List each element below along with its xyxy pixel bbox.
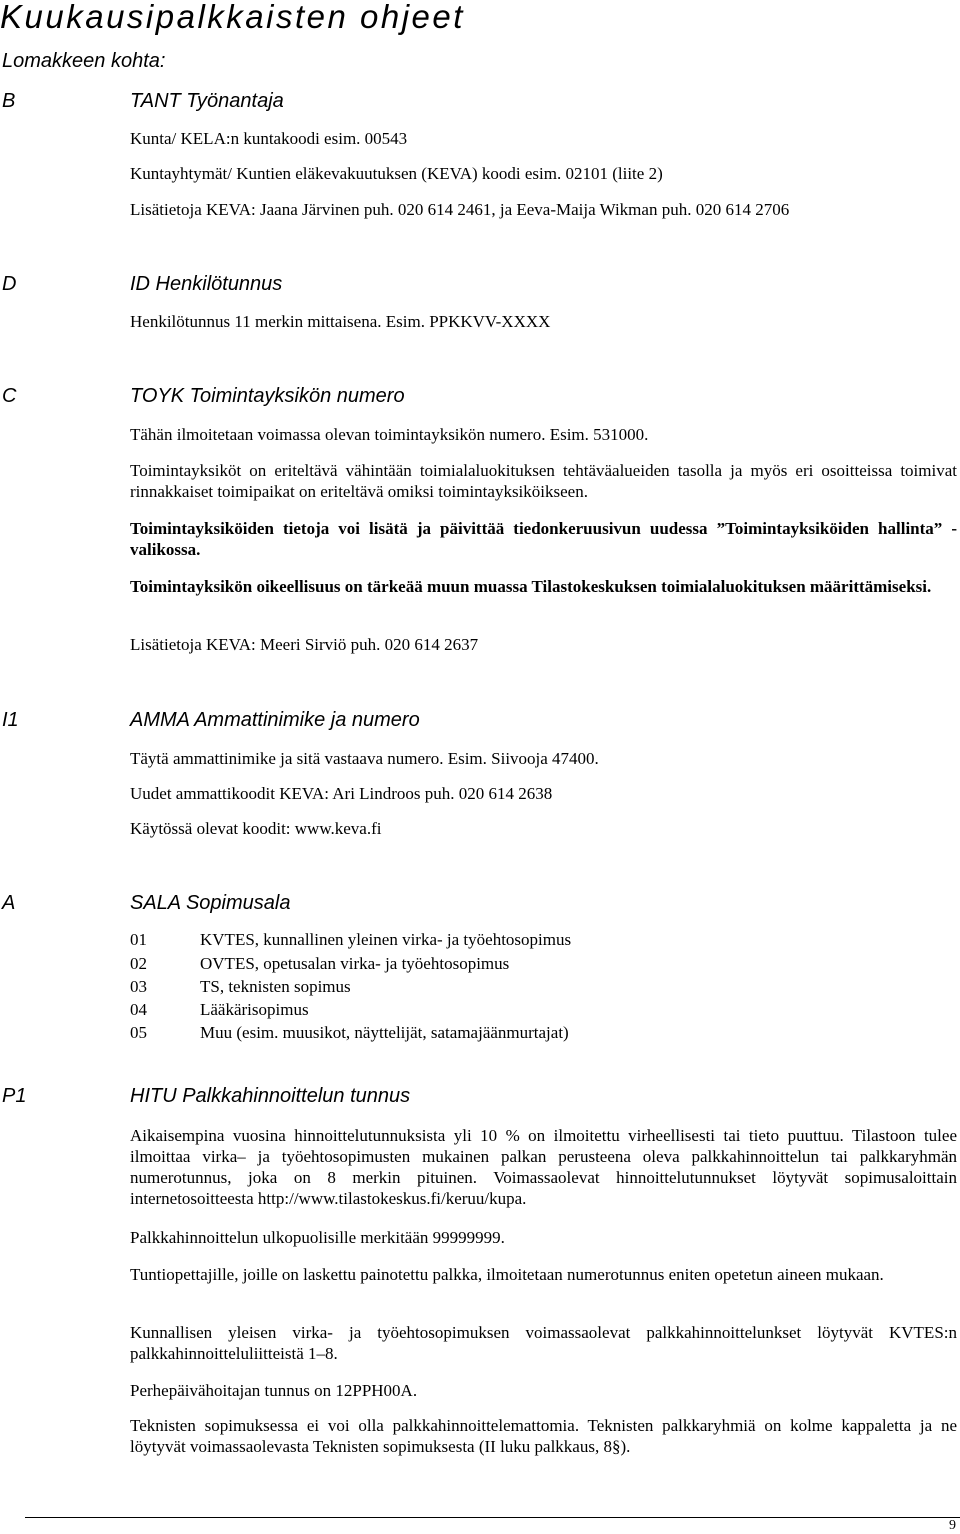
hitu-paragraph-1: Aikaisempina vuosina hinnoittelutunnuksista yli 10 % on ilmoitettu virheellisesti tai tieto puuttuu. Tilastoon tulee ilmoittaa virka– ja työehtosopimusten mukainen palkan perusteena oleva palkkahinnoittelun tai palkkaryhmän numerotunnus, joka on 8 merkin pituinen. Voimassaolevat hinnoittelutunnukset löytyvät sopimusaloittain internetosoitteesta http://www.tilastokeskus.fi/keruu/kupa. — [130, 1126, 957, 1208]
section-letter-a: A — [2, 892, 16, 914]
toyk-paragraph-2: Toimintayksiköiden tietoja voi lisätä ja päivittää tiedonkeruusivun uudessa ”Toimintayksiköiden hallinta” - valikossa. — [130, 519, 957, 559]
section-heading-hitu: HITU Palkkahinnoittelun tunnus — [130, 1085, 411, 1107]
section-heading-amma: AMMA Ammattinimike ja numero — [130, 709, 420, 731]
section-letter-c: C — [2, 385, 17, 407]
page-title: Kuukausipalkkaisten ohjeet — [0, 0, 465, 35]
employer-contact-info: Lisätietoja KEVA: Jaana Järvinen puh. 020 614 2461, ja Eeva-Maija Wikman puh. 020 614 2706 — [130, 200, 790, 219]
hitu-paragraph-4: Kunnallisen yleisen virka- ja työehtosopimuksen voimassaolevat palkkahinnoittelunkset löytyvät KVTES:n palkkahinnoitteluliitteistä 1–8. — [130, 1323, 957, 1363]
employer-kuntayhtyma-code: Kuntayhtymät/ Kuntien eläkevakuutuksen (KEVA) koodi esim. 02101 (liite 2) — [130, 164, 663, 183]
amma-instruction: Täytä ammattinimike ja sitä vastaava numero. Esim. Siivooja 47400. — [130, 749, 599, 768]
sala-code: 02 — [130, 954, 147, 973]
employer-kunta-code: Kunta/ KELA:n kuntakoodi esim. 00543 — [130, 129, 408, 148]
section-letter-b: B — [2, 90, 16, 112]
toyk-paragraph-1: Toimintayksiköt on eriteltävä vähintään toimialaluokituksen tehtäväalueiden tasolla ja myös eri osoitteissa toimivat rinnakkaiset toimipaikat on eriteltävä omiksi toimintayksiköikseen. — [130, 461, 957, 501]
hitu-paragraph-5: Perhepäivähoitajan tunnus on 12PPH00A. — [130, 1381, 418, 1400]
hitu-paragraph-2: Palkkahinnoittelun ulkopuolisille merkitään 99999999. — [130, 1228, 505, 1247]
section-letter-p1: P1 — [2, 1085, 27, 1107]
amma-contact: Uudet ammattikoodit KEVA: Ari Lindroos puh. 020 614 2638 — [130, 784, 553, 803]
amma-codes-link: Käytössä olevat koodit: www.keva.fi — [130, 819, 382, 838]
section-heading-toyk: TOYK Toimintayksikön numero — [130, 385, 405, 407]
sala-code: 01 — [130, 930, 147, 949]
footer-divider — [25, 1517, 960, 1518]
toyk-contact: Lisätietoja KEVA: Meeri Sirviö puh. 020 614 2637 — [130, 635, 479, 654]
sala-code: 04 — [130, 1000, 147, 1019]
sala-description: Muu (esim. muusikot, näyttelijät, satamajäänmurtajat) — [200, 1023, 569, 1042]
sala-description: TS, teknisten sopimus — [200, 977, 351, 996]
section-heading-id: ID Henkilötunnus — [130, 273, 283, 295]
page-number: 9 — [949, 1518, 956, 1533]
section-heading-tant: TANT Työnantaja — [130, 90, 284, 112]
sala-description: KVTES, kunnallinen yleinen virka- ja työehtosopimus — [200, 930, 572, 949]
toyk-paragraph-3: Toimintayksikön oikeellisuus on tärkeää muun muassa Tilastokeskuksen toimialaluokituksen määrittämiseksi. — [130, 577, 932, 596]
hitu-paragraph-3: Tuntiopettajille, joille on laskettu painotettu palkka, ilmoitetaan numerotunnus eniten opetetun aineen mukaan. — [130, 1265, 884, 1284]
id-format-text: Henkilötunnus 11 merkin mittaisena. Esim. PPKKVV-XXXX — [130, 312, 551, 331]
sala-code: 03 — [130, 977, 147, 996]
section-letter-d: D — [2, 273, 17, 295]
section-heading-sala: SALA Sopimusala — [130, 892, 291, 914]
sala-description: OVTES, opetusalan virka- ja työehtosopimus — [200, 954, 510, 973]
section-letter-i1: I1 — [2, 709, 19, 731]
toyk-intro: Tähän ilmoitetaan voimassa olevan toimintayksikön numero. Esim. 531000. — [130, 425, 649, 444]
sala-description: Lääkärisopimus — [200, 1000, 309, 1019]
sala-code: 05 — [130, 1023, 147, 1042]
hitu-paragraph-6: Teknisten sopimuksessa ei voi olla palkkahinnoittelemattomia. Teknisten palkkaryhmiä on kolme kappaletta ja ne löytyvät voimassaolevasta Teknisten sopimuksesta (II luku palkkaus, 8§). — [130, 1416, 957, 1456]
form-section-label: Lomakkeen kohta: — [2, 50, 166, 72]
